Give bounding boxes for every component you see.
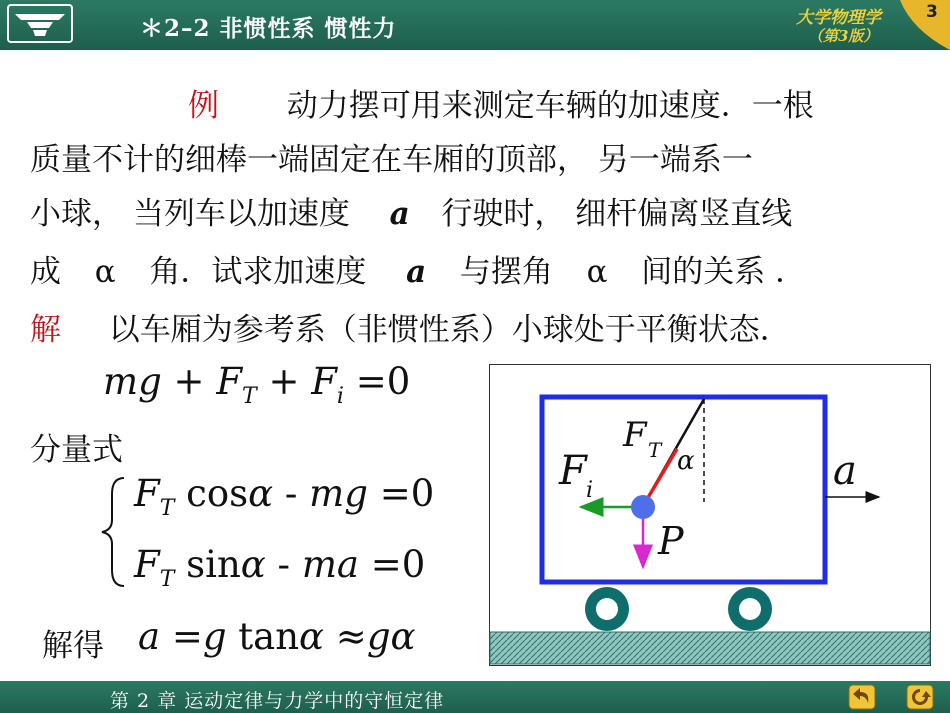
problem-text-4b: 角．试求加速度: [149, 254, 367, 290]
eq3-alpha: α: [240, 543, 266, 586]
label-alpha: α: [677, 446, 695, 476]
eq1-fi-sub: i: [336, 384, 344, 409]
pendulum-ball: [631, 495, 655, 519]
label-fi-sub: i: [586, 478, 594, 503]
equation-2: [134, 472, 434, 521]
label-ft: F: [623, 415, 647, 455]
eq4-g: g: [202, 615, 227, 658]
wheel-right: [728, 587, 772, 631]
solution-label: 解: [30, 312, 61, 348]
eq4-alpha2: α: [390, 615, 416, 658]
problem-line-3: [30, 188, 792, 233]
eq4-tan: tan: [226, 615, 300, 658]
solution-text: 以车厢为参考系（非惯性系）小球处于平衡状态．: [108, 312, 791, 348]
eq3-ma: ma: [301, 543, 359, 586]
component-label: 分量式: [30, 432, 123, 468]
ground: [490, 632, 930, 664]
page-corner-fold: [900, 0, 950, 50]
brace-icon: [98, 474, 128, 590]
eq2-rhs: =0: [367, 472, 435, 515]
problem-text-3a: 小球， 当列车以加速度: [30, 196, 350, 232]
section-title: ＊2–2 非惯性系 惯性力: [140, 15, 397, 42]
eq1-fi: F: [311, 360, 337, 403]
eq4-g2: g: [366, 615, 391, 658]
problem-text-4c: 与摆角: [459, 254, 553, 290]
solution-line: [30, 304, 791, 349]
equation-1: [103, 360, 410, 409]
book-edition: （第3版）: [808, 27, 879, 45]
back-arrow-icon[interactable]: [848, 684, 876, 710]
eq1-ft: F: [216, 360, 242, 403]
problem-text-4d: 间的关系 ．: [641, 254, 807, 290]
logo-icon: [7, 4, 73, 43]
problem-text-3b: 行驶时， 细杆偏离竖直线: [441, 196, 793, 232]
eq2-minus: -: [273, 472, 310, 515]
problem-text-1: 动力摆可用来测定车辆的加速度．一根: [286, 88, 814, 124]
var-alpha: α: [94, 254, 116, 290]
problem-line-1: [188, 80, 814, 125]
example-label: 例: [188, 88, 219, 124]
eq2-alpha: α: [248, 472, 274, 515]
result-label: 解得: [42, 628, 104, 664]
eq1-ft-sub: T: [242, 384, 257, 409]
equation-3: [134, 543, 425, 592]
cart-pendulum-figure: [489, 364, 931, 666]
problem-text-4a: 成: [30, 254, 61, 290]
page-number: 3: [926, 2, 938, 22]
eq1-plus-2: +: [256, 360, 312, 403]
eq1-plus-1: +: [161, 360, 217, 403]
eq2-f-sub: T: [159, 496, 175, 521]
problem-line-4: [30, 246, 806, 291]
label-a: a: [833, 448, 857, 494]
book-title: 大学物理学: [796, 8, 881, 28]
eq3-minus: -: [265, 543, 302, 586]
eq3-f-sub: T: [159, 567, 175, 592]
eq3-rhs: =0: [358, 543, 426, 586]
eq4-equals: =: [160, 615, 203, 658]
eq4-a: a: [138, 615, 161, 658]
equation-4: [138, 615, 416, 658]
eq3-f: F: [134, 543, 160, 586]
figure-frame: [490, 365, 931, 666]
chapter-title: 第 2 章 运动定律与力学中的守恒定律: [110, 690, 445, 712]
label-p: P: [658, 519, 684, 563]
eq4-alpha: α: [299, 615, 325, 658]
eq1-rhs: =0: [343, 360, 411, 403]
eq1-mg: mg: [103, 360, 162, 403]
eq2-mg: mg: [309, 472, 368, 515]
eq2-cos: cos: [174, 472, 249, 515]
var-a-2: a: [406, 254, 427, 290]
label-ft-sub: T: [648, 438, 662, 462]
return-arrow-icon[interactable]: [906, 684, 934, 710]
problem-line-2: 质量不计的细棒一端固定在车厢的顶部， 另一端系一: [30, 142, 753, 178]
var-alpha-2: α: [586, 254, 608, 290]
eq4-approx: ≈: [324, 615, 367, 658]
var-a: a: [389, 196, 410, 232]
label-fi: F: [559, 448, 587, 494]
eq3-sin: sin: [174, 543, 241, 586]
eq2-f: F: [134, 472, 160, 515]
wheel-left: [585, 587, 629, 631]
